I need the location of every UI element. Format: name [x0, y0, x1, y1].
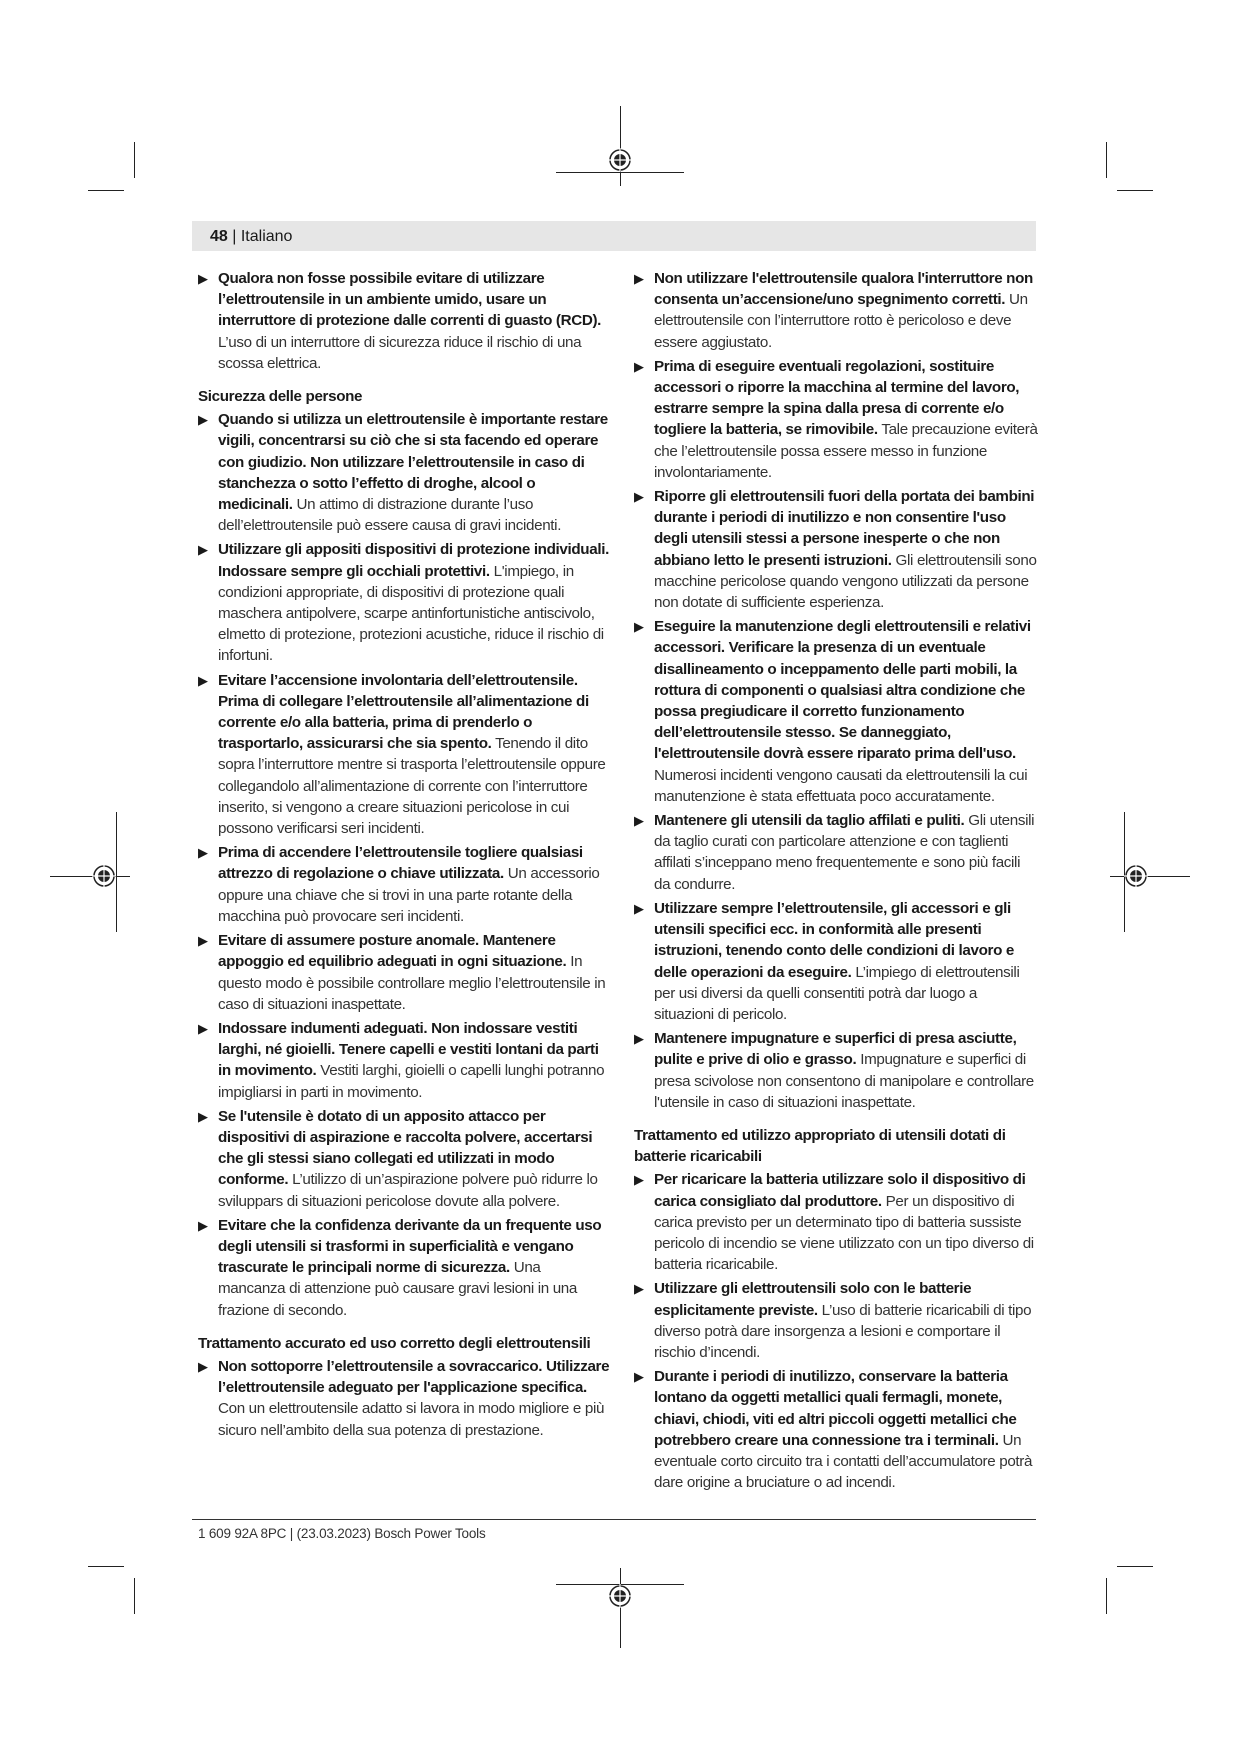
crop-mark [134, 1578, 135, 1614]
safety-instruction: Eseguire la manutenzione degli elettroutensili e relativi accessori. Verificare la presenza di un eventuale disallineamento o inceppamento delle parti mobili, la rottura di componenti o qualsiasi altra condizione che possa pregiudicare il corretto funzionamento dell’elettroutensile stesso. Se danneggiato, l'elettroutensile dovrà essere riparato prima dell'uso. [654, 618, 1031, 763]
safety-item [198, 1018, 611, 1103]
safety-instruction: Mantenere impugnature e superfici di presa asciutte, pulite e prive di olio e grasso. [654, 1030, 1017, 1069]
bullet-arrow-icon: ▶ [198, 672, 208, 688]
page-header: 48 | Italiano [210, 228, 293, 245]
safety-item [634, 268, 1040, 353]
safety-instruction: Se l'utensile è dotato di un apposito attacco per dispositivi di aspirazione e raccolta polvere, accertarsi che gli stessi siano collegati ed utilizzati in modo conforme. [218, 1107, 593, 1189]
safety-item [198, 1106, 611, 1212]
section-heading: Trattamento ed utilizzo appropriato di utensili dotati di batterie ricaricabili [634, 1126, 1006, 1166]
safety-instruction: Utilizzare gli appositi dispositivi di protezione individuali. Indossare sempre gli occhiali protettivi. [218, 541, 609, 580]
safety-explanation: Un accessorio oppure una chiave che si trovi in una parte rotante della macchina può provocare seri incidenti. [218, 865, 600, 925]
crop-mark [1117, 1566, 1153, 1567]
bullet-arrow-icon: ▶ [634, 813, 644, 829]
section-heading: Trattamento accurato ed uso corretto degli elettroutensili [198, 1334, 591, 1352]
safety-instruction: Indossare indumenti adeguati. Non indossare vestiti larghi, né gioielli. Tenere capelli e vestiti lontani da parti in movimento. [218, 1019, 599, 1080]
safety-explanation: Tenendo il dito sopra l’interruttore mentre si trasporta l’elettroutensile oppure collegandolo all’alimentazione di corrente con l’interruttore inserito, si vengono a creare situazioni pericolose in cui possono verificarsi seri incidenti. [218, 735, 606, 838]
safety-item [634, 616, 1040, 807]
bullet-arrow-icon: ▶ [198, 933, 208, 949]
safety-item [634, 486, 1040, 613]
bullet-arrow-icon: ▶ [634, 1031, 644, 1047]
bullet-arrow-icon: ▶ [198, 542, 208, 558]
crop-mark [1106, 1578, 1107, 1614]
safety-explanation: L’uso di batterie ricaricabili di tipo diverso potrà dare insorgenza a lesioni e comportare il rischio d’incendi. [654, 1301, 1032, 1361]
bullet-arrow-icon: ▶ [634, 900, 644, 916]
safety-explanation: L’utilizzo di un’aspirazione polvere può ridurre lo sviluppars di situazioni pericolose dovute alla polvere. [218, 1171, 598, 1210]
safety-explanation: L'impiego, in condizioni appropriate, di dispositivi di protezione quali maschera antipolvere, scarpe antinfortunistiche antiscivolo, elmetto di protezione, protezioni acustiche, riduce il rischio di infortuni. [218, 562, 604, 665]
bullet-arrow-icon: ▶ [198, 271, 208, 286]
section-heading: Sicurezza delle persone [198, 388, 363, 406]
safety-explanation: Gli elettroutensili sono macchine pericolose quando vengono utilizzati da persone non dotate di sufficiente esperienza. [654, 551, 1037, 612]
crop-mark [88, 190, 124, 191]
left-column [198, 268, 611, 1444]
bullet-arrow-icon: ▶ [198, 1108, 208, 1124]
bullet-arrow-icon: ▶ [634, 1369, 644, 1385]
bullet-arrow-icon: ▶ [198, 845, 208, 861]
safety-item [634, 810, 1040, 895]
safety-item [198, 930, 611, 1015]
safety-explanation: Gli utensili da taglio curati con particolare attenzione e con taglienti affilati s’inceppano meno frequentemente e sono più facili da condurre. [654, 812, 1035, 893]
safety-instruction: Evitare l’accensione involontaria dell’elettroutensile. Prima di collegare l’elettroutensile all’alimentazione di corrente e/o alla batteria, prima di prenderlo o trasportarlo, assicurarsi che sia spento. [218, 671, 589, 753]
safety-explanation: Una mancanza di attenzione può causare gravi lesioni in una frazione di secondo. [218, 1259, 577, 1319]
bullet-arrow-icon: ▶ [198, 1020, 208, 1036]
safety-explanation: Con un elettroutensile adatto si lavora in modo migliore e più sicuro nell’ambito della sua potenza di prestazione. [218, 1400, 605, 1439]
safety-explanation: In questo modo è possibile controllare meglio l’elettroutensile in caso di situazioni inaspettate. [218, 953, 606, 1013]
safety-instruction: Riporre gli elettroutensili fuori della portata dei bambini durante i periodi di inutilizzo e non consentire l'uso degli utensili stessi a persone inesperte o che non abbiano letto le presenti istruzioni. [654, 488, 1035, 569]
safety-instruction: Non utilizzare l'elettroutensile qualora l'interruttore non consenta un’accensione/uno spegnimento corretti. [654, 270, 1033, 309]
bullet-arrow-icon: ▶ [634, 1172, 644, 1188]
safety-instruction: Quando si utilizza un elettroutensile è importante restare vigili, concentrarsi su ciò che si sta facendo ed operare con giudizio. Non utilizzare l’elettroutensile in caso di stanchezza o sotto l’effetto di droghe, alcool o medicinali. [218, 411, 608, 514]
safety-instruction: Utilizzare sempre l’elettroutensile, gli accessori e gli utensili specifici ecc. in conformità alle presenti istruzioni, tenendo conto delle condizioni di lavoro e delle operazioni da eseguire. [654, 899, 1014, 981]
right-column [634, 268, 1040, 1496]
safety-explanation: Impugnature e superfici di presa scivolose non consentono di manipolare e controllare l'utensile in caso di situazioni inaspettate. [654, 1051, 1034, 1111]
bullet-arrow-icon: ▶ [634, 358, 644, 374]
safety-explanation: Numerosi incidenti vengono causati da elettroutensili la cui manutenzione è stata effettuata poco accuratamente. [654, 766, 1028, 805]
safety-item [634, 1169, 1040, 1275]
safety-item [634, 898, 1040, 1025]
bullet-arrow-icon: ▶ [198, 412, 208, 428]
safety-item [198, 670, 611, 840]
safety-instruction: Evitare che la confidenza derivante da un frequente uso degli utensili si trasformi in superficialità e vengano trascurate le principali norme di sicurezza. [218, 1216, 602, 1277]
safety-instruction: Evitare di assumere posture anomale. Mantenere appoggio ed equilibrio adeguati in ogni situazione. [218, 932, 567, 971]
page-number: 48 [210, 228, 228, 245]
safety-item [198, 1356, 611, 1441]
safety-instruction: Durante i periodi di inutilizzo, conservare la batteria lontano da oggetti metallici quali fermagli, monete, chiavi, chiodi, viti ed altri piccoli oggetti metallici che potrebbero creare una connessione tra i terminali. [654, 1368, 1017, 1449]
safety-explanation: Un eventuale corto circuito tra i contatti dell’accumulatore potrà dare origine a bruciature o ad incendi. [654, 1431, 1033, 1492]
bullet-arrow-icon: ▶ [634, 1281, 644, 1297]
bullet-arrow-icon: ▶ [634, 619, 644, 635]
crop-mark [134, 142, 135, 178]
bullet-arrow-icon: ▶ [634, 271, 644, 286]
bullet-arrow-icon: ▶ [634, 489, 644, 505]
safety-item [198, 842, 611, 927]
safety-item [634, 356, 1040, 483]
bullet-arrow-icon: ▶ [198, 1358, 208, 1374]
crop-mark [1117, 190, 1153, 191]
safety-item [198, 409, 611, 536]
safety-item [634, 1366, 1040, 1493]
bullet-arrow-icon: ▶ [198, 1217, 208, 1233]
safety-item [198, 539, 611, 666]
safety-instruction: Mantenere gli utensili da taglio affilati e puliti. [654, 812, 965, 830]
header-band [192, 221, 1036, 251]
safety-item [634, 1278, 1040, 1363]
safety-instruction: Qualora non fosse possibile evitare di utilizzare l’elettroutensile in un ambiente umido, usare un interruttore di protezione dalle correnti di guasto (RCD). [218, 270, 602, 330]
crop-mark [88, 1566, 124, 1567]
safety-instruction: Prima di eseguire eventuali regolazioni, sostituire accessori o riporre la macchina al termine del lavoro, estrarre sempre la spina dalla presa di corrente e/o togliere la batteria, se rimovibile. [654, 357, 1020, 439]
safety-instruction: Prima di accendere l’elettroutensile togliere qualsiasi attrezzo di regolazione o chiave utilizzata. [218, 844, 583, 883]
footer-text: 1 609 92A 8PC | (23.03.2023) Bosch Power Tools [198, 1526, 486, 1541]
safety-explanation: L’uso di un interruttore di sicurezza riduce il rischio di una scossa elettrica. [218, 333, 582, 372]
header-language: Italiano [240, 228, 293, 245]
safety-instruction: Per ricaricare la batteria utilizzare solo il dispositivo di carica consigliato dal produttore. [654, 1171, 1026, 1210]
crop-mark [1106, 142, 1107, 178]
safety-item [198, 1215, 611, 1321]
safety-explanation: Tale precauzione eviterà che l’elettroutensile possa essere messo in funzione involontariamente. [654, 421, 1038, 481]
safety-explanation: L’impiego di elettroutensili per usi diversi da quelli consentiti potrà dar luogo a situazioni di pericolo. [654, 963, 1020, 1023]
footer-rule [192, 1519, 1036, 1520]
safety-explanation: Un attimo di distrazione durante l’uso dell’elettroutensile può essere causa di gravi incidenti. [218, 496, 562, 535]
safety-instruction: Non sottoporre l’elettroutensile a sovraccarico. Utilizzare l’elettroutensile adeguato per l'applicazione specifica. [218, 1357, 610, 1397]
safety-item [634, 1028, 1040, 1113]
safety-instruction: Utilizzare gli elettroutensili solo con le batterie esplicitamente previste. [654, 1280, 972, 1319]
safety-explanation: Un elettroutensile con l’interruttore rotto è pericoloso e deve essere aggiustato. [654, 291, 1028, 351]
safety-explanation: Vestiti larghi, gioielli o capelli lunghi potranno impigliarsi in parti in movimento. [218, 1062, 605, 1101]
safety-explanation: Per un dispositivo di carica previsto per un determinato tipo di batteria sussiste pericolo di incendio se viene utilizzato con un tipo diverso di batteria ricaricabile. [654, 1192, 1034, 1274]
safety-item [198, 268, 611, 374]
